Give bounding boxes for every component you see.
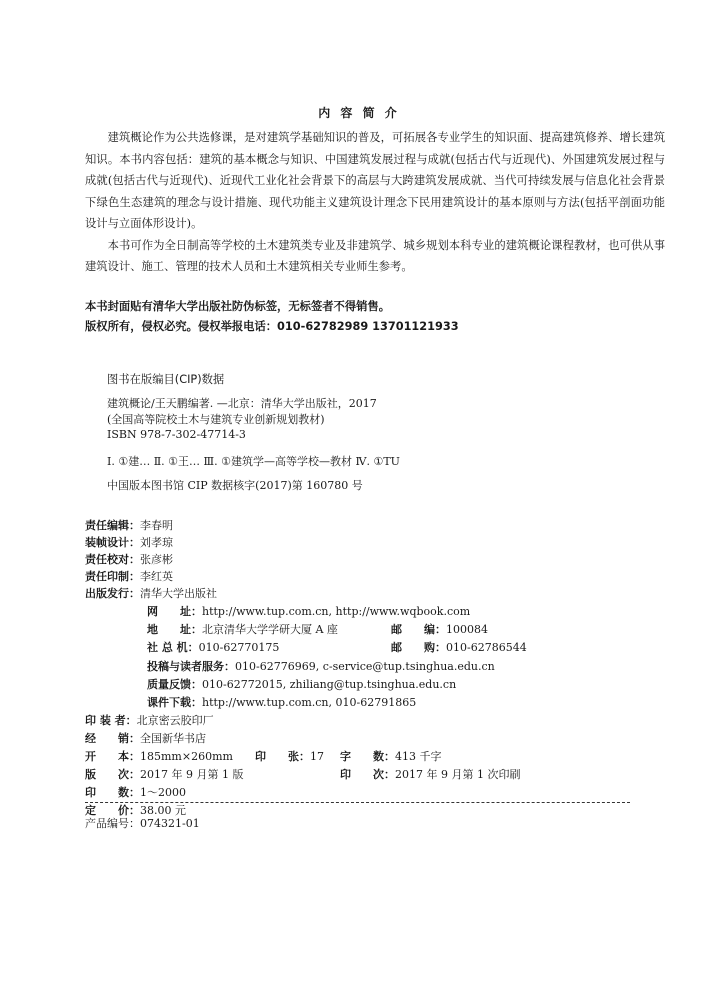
cip-check-number: 中国版本图书馆 CIP 数据核字(2017)第 160780 号 — [107, 479, 363, 492]
credit-value: 张彦彬 — [140, 553, 173, 566]
credit-label: 装帧设计： — [85, 536, 140, 549]
summary-paragraph: 本书可作为全日制高等学校的土木建筑类专业及非建筑学、城乡规划本科专业的建筑概论课程教材，也可供从事建筑设计、施工、管理的技术人员和土木建筑相关专业师生参考。 — [85, 238, 665, 273]
credit-label: 责任校对： — [85, 553, 140, 566]
credit-value: 38.00 元 — [140, 804, 186, 817]
credit-label: 课件下载： — [147, 696, 202, 709]
credit-row — [85, 712, 214, 729]
credit-value: 李红英 — [140, 570, 173, 583]
notice-line: 本书封面贴有清华大学出版社防伪标签，无标签者不得销售。 — [85, 300, 391, 313]
cip-header: 图书在版编目(CIP)数据 — [107, 373, 225, 386]
credit-row — [147, 694, 416, 711]
credit-label: 版 次： — [85, 768, 140, 781]
credit-label: 开 本： — [85, 750, 140, 763]
credit-row — [147, 639, 667, 656]
credit-row — [147, 603, 470, 620]
credit-label: 责任印制： — [85, 570, 140, 583]
anti-counterfeit-notice — [85, 297, 685, 337]
credit-row — [85, 784, 186, 801]
credit-label: 印 次： — [340, 768, 395, 781]
summary-body — [85, 127, 665, 278]
credit-row — [147, 621, 667, 638]
credit-label: 字 数： — [340, 750, 395, 763]
cip-isbn: ISBN 978-7-302-47714-3 — [107, 428, 246, 441]
cip-record — [107, 396, 667, 443]
credit-row — [147, 658, 495, 675]
credit-label: 社 总 机： — [147, 641, 199, 654]
credit-value: 010-62786544 — [446, 641, 527, 654]
credit-row — [85, 568, 173, 585]
credit-value: 010-62772015, zhiliang@tup.tsinghua.edu.cn — [202, 678, 457, 691]
credit-value: 100084 — [446, 623, 488, 636]
credit-label: 投稿与读者服务： — [147, 660, 235, 673]
credit-value: 李春明 — [140, 519, 173, 532]
credit-row — [85, 730, 206, 747]
credit-value: 2017 年 9 月第 1 次印刷 — [395, 768, 521, 781]
summary-title: 内 容 简 介 — [318, 106, 400, 120]
summary-paragraph: 建筑概论作为公共选修课，是对建筑学基础知识的普及，可拓展各专业学生的知识面、提高建筑修养、增长建筑知识。本书内容包括：建筑的基本概念与知识、中国建筑发展过程与成就(包括古代与近现代)、外国建筑发展过程与成就(包括古代与近现代)、近现代工业化社会背景下的高层与大跨建筑发展成就、当代可持续发展与信息化社会背景下绿色生态建筑的理念与设计措施、现代功能主义建筑设计理念下民用建筑设计的基本原则与方法(包括平剖面功能设计与立面体形设计)。 — [85, 131, 665, 230]
credit-value: http://www.tup.com.cn, http://www.wqbook.com — [202, 605, 471, 618]
credit-label: 邮 购： — [391, 641, 446, 654]
credit-label: 地 址： — [147, 623, 202, 636]
credit-value: 清华大学出版社 — [140, 587, 217, 600]
credit-row — [85, 585, 217, 602]
credit-value: 1～2000 — [140, 786, 186, 799]
credit-row — [85, 551, 173, 568]
credit-label: 网 址： — [147, 605, 202, 618]
credit-label: 责任编辑： — [85, 519, 140, 532]
credit-value: 刘孝琼 — [140, 536, 173, 549]
divider — [85, 802, 630, 803]
credit-label: 出版发行： — [85, 587, 140, 600]
credit-value: 010-62770175 — [198, 641, 280, 654]
credit-label: 印 数： — [85, 786, 140, 799]
credit-row — [85, 766, 675, 783]
credit-value: 17 — [310, 750, 324, 763]
credit-value: http://www.tup.com.cn, 010-62791865 — [202, 696, 417, 709]
credit-value: 北京清华大学学研大厦 A 座 — [202, 623, 338, 636]
credit-value: 413 千字 — [395, 750, 442, 763]
credit-value: 185mm×260mm — [140, 750, 233, 763]
credit-label: 印 装 者： — [85, 714, 137, 727]
credit-label: 邮 编： — [391, 623, 446, 636]
credit-label: 质量反馈： — [147, 678, 202, 691]
credit-value: 010-62776969, c-service@tup.tsinghua.edu.cn — [235, 660, 495, 673]
credit-label: 经 销： — [85, 732, 140, 745]
credit-label: 定 价： — [85, 804, 140, 817]
credit-label: 印 张： — [255, 750, 310, 763]
credit-value: 2017 年 9 月第 1 版 — [140, 768, 244, 781]
cip-title-line: 建筑概论/王天鹏编著. —北京：清华大学出版社，2017 — [107, 397, 377, 410]
credit-row — [147, 676, 456, 693]
credit-row — [85, 517, 173, 534]
credit-row — [85, 534, 173, 551]
notice-line: 版权所有，侵权必究。侵权举报电话：010-62782989 13701121933 — [85, 320, 459, 333]
credit-value: 全国新华书店 — [140, 732, 206, 745]
cip-series-line: (全国高等院校土木与建筑专业创新规划教材) — [107, 412, 325, 426]
credit-row — [85, 748, 675, 765]
credit-value: 北京密云胶印厂 — [136, 714, 214, 727]
cip-classification: Ⅰ. ①建… Ⅱ. ①王… Ⅲ. ①建筑学—高等学校—教材 Ⅳ. ①TU — [107, 455, 400, 468]
product-number: 产品编号：074321-01 — [85, 817, 200, 830]
